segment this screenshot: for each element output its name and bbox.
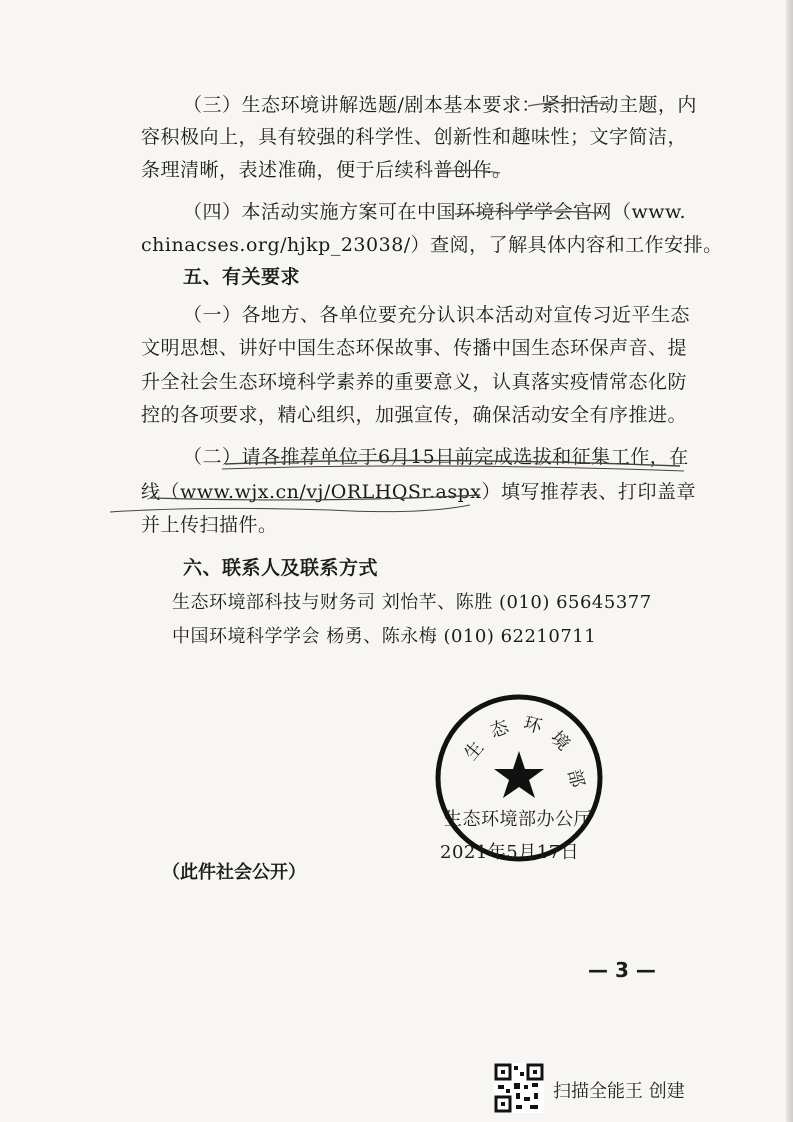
seal-text-top-2: 态 — [487, 716, 512, 743]
page-number: — 3 — — [588, 958, 656, 982]
body-line: 容积极向上，具有较强的科学性、创新性和趣味性；文字简洁， — [141, 126, 688, 148]
body-line: chinacses.org/hjkp_23038/）查阅，了解具体内容和工作安排。 — [141, 234, 723, 256]
body-line: 条理清晰，表述准确，便于后续科普创作。 — [141, 159, 512, 181]
contact-line: 中国环境科学学会 杨勇、陈永梅 (010) 62210711 — [172, 626, 597, 647]
seal-text-right: 部 — [563, 766, 589, 790]
section-heading-requirements: 五、有关要求 — [183, 266, 301, 288]
body-line: 线（www.wjx.cn/vj/ORLHQSr.aspx）填写推荐表、打印盖章 — [141, 481, 696, 503]
seal-text-top-1: 生 — [460, 737, 488, 765]
contact-line: 生态环境部科技与财务司 刘怡芊、陈胜 (010) 65645377 — [172, 592, 652, 613]
body-line: （一）各地方、各单位要充分认识本活动对宣传习近平生态 — [183, 304, 691, 326]
signing-organization: 生态环境部办公厅 — [444, 809, 592, 830]
seal-text-top-3: 环 — [521, 712, 545, 738]
body-line: 升全社会生态环境科学素养的重要意义，认真落实疫情常态化防 — [141, 371, 688, 393]
signing-date: 2021年5月17日 — [440, 842, 580, 863]
body-line: 控的各项要求，精心组织，加强宣传，确保活动安全有序推进。 — [141, 404, 688, 426]
public-disclosure-note: （此件社会公开） — [162, 862, 306, 883]
page-edge — [786, 0, 793, 1122]
body-line: （二）请各推荐单位于6月15日前完成选拔和征集工作，在 — [183, 446, 689, 468]
scanner-watermark: 扫描全能王 创建 — [553, 1081, 685, 1102]
body-line: 文明思想、讲好中国生态环保故事、传播中国生态环保声音、提 — [141, 337, 688, 359]
body-line: （四）本活动实施方案可在中国环境科学学会官网（www. — [183, 201, 687, 223]
qr-code-icon — [494, 1063, 544, 1113]
body-line: （三）生态环境讲解选题/剧本基本要求：紧扣活动主题，内 — [183, 94, 697, 116]
section-heading-contacts: 六、联系人及联系方式 — [183, 557, 379, 579]
body-line: 并上传扫描件。 — [141, 514, 278, 536]
seal-text-top-4: 境 — [546, 727, 574, 755]
